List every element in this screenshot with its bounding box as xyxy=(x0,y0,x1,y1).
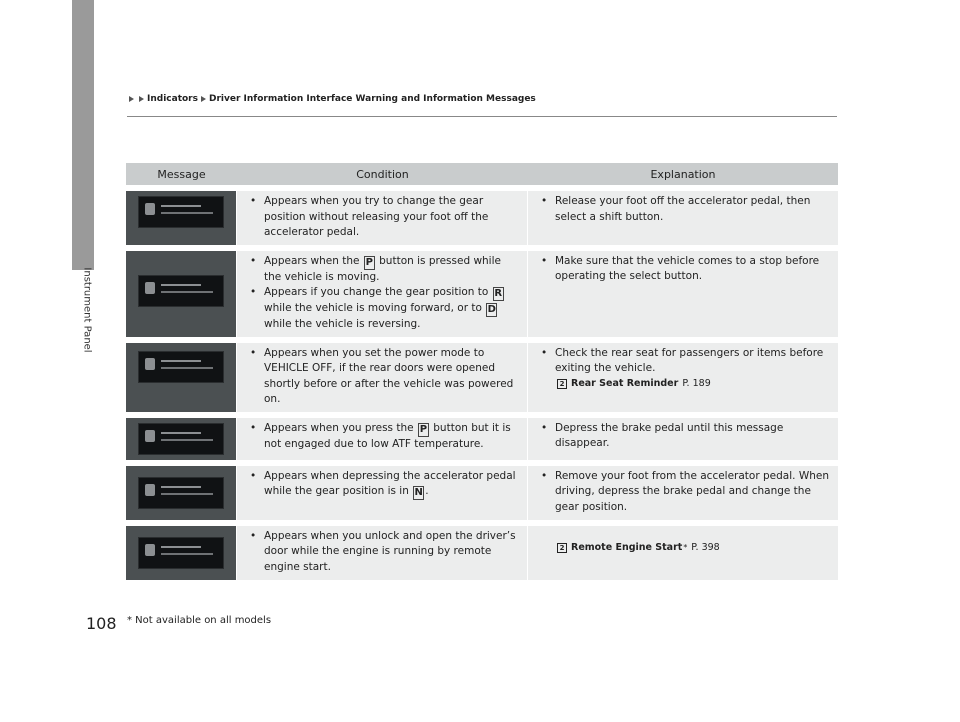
condition-bullet xyxy=(237,469,527,501)
text-segment: while the vehicle is reversing. xyxy=(264,318,421,330)
footnote: * Not available on all models xyxy=(127,615,272,626)
gear-key-icon: N xyxy=(414,487,423,498)
message-screen-cell xyxy=(126,418,237,460)
explanation-text: Remove your foot from the accelerator pedal. When driving, depress the brake pedal and change the gear position. xyxy=(555,469,829,513)
screen-text-line xyxy=(161,360,201,362)
cross-reference-link[interactable] xyxy=(528,377,838,391)
condition-cell xyxy=(237,343,528,412)
condition-text xyxy=(264,254,521,286)
bullet-icon: • xyxy=(250,529,257,542)
reference-title: Rear Seat Reminder xyxy=(571,377,679,389)
warning-icon xyxy=(145,282,155,294)
text-segment: Appears when you try to change the gear position without releasing your foot off the accelerator pedal. xyxy=(264,195,489,238)
header-rule xyxy=(127,116,837,117)
message-screen-image xyxy=(138,423,224,455)
text-segment: Appears when you unlock and open the driver’s door while the engine is running by remote engine start. xyxy=(264,529,516,573)
explanation-text: Release your foot off the accelerator pedal, then select a shift button. xyxy=(555,195,811,223)
text-segment: Appears when depressing the accelerator pedal while the gear position is in xyxy=(264,469,516,497)
table-row xyxy=(126,418,838,460)
message-table xyxy=(126,157,838,586)
bullet-icon: • xyxy=(250,254,257,267)
text-segment: Appears if you change the gear position to xyxy=(264,286,492,298)
message-screen-image xyxy=(138,477,224,509)
header-explanation: Explanation xyxy=(528,163,838,185)
explanation-text: Check the rear seat for passengers or items before exiting the vehicle. xyxy=(555,346,824,374)
screen-text-line xyxy=(161,205,201,207)
condition-cell xyxy=(237,466,528,520)
message-screen-image xyxy=(138,351,224,383)
reference-icon: 2 xyxy=(557,379,567,389)
warning-icon xyxy=(145,358,155,370)
explanation-text: Make sure that the vehicle comes to a stop before operating the select button. xyxy=(555,254,820,282)
explanation-bullet xyxy=(528,346,838,377)
condition-text xyxy=(264,194,521,241)
reference-page: P. 189 xyxy=(682,377,711,389)
bullet-icon: • xyxy=(250,346,257,359)
screen-text-line xyxy=(161,553,213,555)
screen-text-line xyxy=(161,546,201,548)
condition-bullet xyxy=(237,194,527,241)
screen-text-line xyxy=(161,486,201,488)
chapter-tab xyxy=(72,0,94,270)
bullet-icon: • xyxy=(250,469,257,482)
message-screen-cell xyxy=(126,466,237,520)
condition-bullet xyxy=(237,421,527,453)
condition-text xyxy=(264,285,521,333)
message-screen-cell xyxy=(126,526,237,580)
message-screen-cell xyxy=(126,343,237,412)
gear-key-icon: P xyxy=(419,423,428,435)
gear-key-icon: D xyxy=(487,304,496,315)
explanation-bullet xyxy=(528,254,838,285)
table-row xyxy=(126,191,838,245)
gear-key-icon: P xyxy=(365,256,373,268)
arrow-icon xyxy=(201,96,206,102)
chapter-label xyxy=(80,267,94,353)
reference-title: Remote Engine Start xyxy=(571,541,683,553)
condition-cell xyxy=(237,251,528,337)
text-segment: Appears when you press the xyxy=(264,421,417,434)
explanation-cell xyxy=(528,343,838,412)
cross-reference-link[interactable] xyxy=(528,541,838,555)
message-screen-image xyxy=(138,196,224,228)
breadcrumb-item[interactable]: Indicators xyxy=(147,94,198,104)
bullet-icon: • xyxy=(250,286,257,298)
text-segment: button is pressed while the vehicle is moving. xyxy=(264,254,501,283)
explanation-cell xyxy=(528,526,838,580)
reference-icon: 2 xyxy=(557,543,567,553)
text-segment: button but it is not engaged due to low ATF temperature. xyxy=(264,421,511,450)
condition-text xyxy=(264,421,521,453)
text-segment: . xyxy=(425,485,429,497)
condition-text xyxy=(264,529,521,576)
condition-bullet xyxy=(237,285,527,333)
screen-text-line xyxy=(161,291,213,293)
arrow-icon xyxy=(129,96,134,102)
screen-text-line xyxy=(161,212,213,214)
warning-icon xyxy=(145,544,155,556)
explanation-bullet xyxy=(528,469,838,516)
explanation-text: Depress the brake pedal until this message disappear. xyxy=(555,421,784,449)
table-row xyxy=(126,251,838,337)
text-segment: while the vehicle is moving forward, or to xyxy=(264,302,486,314)
table-row xyxy=(126,343,838,412)
message-screen-image xyxy=(138,275,224,307)
bullet-icon: • xyxy=(541,469,548,482)
warning-icon xyxy=(145,203,155,215)
breadcrumb-item[interactable]: Driver Information Interface Warning and Information Messages xyxy=(208,94,536,104)
table-row xyxy=(126,466,838,520)
arrow-icon xyxy=(139,96,144,102)
explanation-cell xyxy=(528,251,838,337)
breadcrumb xyxy=(127,94,536,104)
condition-text xyxy=(264,346,521,408)
condition-cell xyxy=(237,526,528,580)
condition-bullet xyxy=(237,529,527,576)
condition-cell xyxy=(237,418,528,460)
page-number: 108 xyxy=(86,614,117,633)
explanation-cell xyxy=(528,191,838,245)
bullet-icon: • xyxy=(250,421,257,434)
bullet-icon: • xyxy=(541,421,548,434)
condition-bullet xyxy=(237,346,527,408)
warning-icon xyxy=(145,484,155,496)
screen-text-line xyxy=(161,439,213,441)
text-segment: Appears when you set the power mode to VEHICLE OFF, if the rear doors were opened shortly before or after the vehicle was powered on. xyxy=(264,346,514,405)
explanation-cell xyxy=(528,418,838,460)
screen-text-line xyxy=(161,493,213,495)
header-message: Message xyxy=(126,163,237,185)
bullet-icon: • xyxy=(541,195,548,207)
message-screen-cell xyxy=(126,191,237,245)
screen-text-line xyxy=(161,432,201,434)
message-screen-image xyxy=(138,537,224,569)
screen-text-line xyxy=(161,284,201,286)
table-header-row xyxy=(126,163,838,185)
header-condition: Condition xyxy=(237,163,528,185)
screen-text-line xyxy=(161,367,213,369)
asterisk-mark: * xyxy=(683,542,688,552)
bullet-icon: • xyxy=(250,195,257,207)
bullet-icon: • xyxy=(541,254,548,267)
text-segment: Appears when the xyxy=(264,254,363,267)
message-screen-cell xyxy=(126,251,237,337)
condition-cell xyxy=(237,191,528,245)
table-row xyxy=(126,526,838,580)
gear-key-icon: R xyxy=(494,288,503,299)
condition-bullet xyxy=(237,254,527,286)
condition-text xyxy=(264,469,521,501)
chapter-label-text: Instrument Panel xyxy=(81,267,93,353)
explanation-bullet xyxy=(528,194,838,225)
explanation-bullet xyxy=(528,421,838,452)
bullet-icon: • xyxy=(541,346,548,359)
explanation-cell xyxy=(528,466,838,520)
warning-icon xyxy=(145,430,155,442)
reference-page: P. 398 xyxy=(691,541,720,553)
